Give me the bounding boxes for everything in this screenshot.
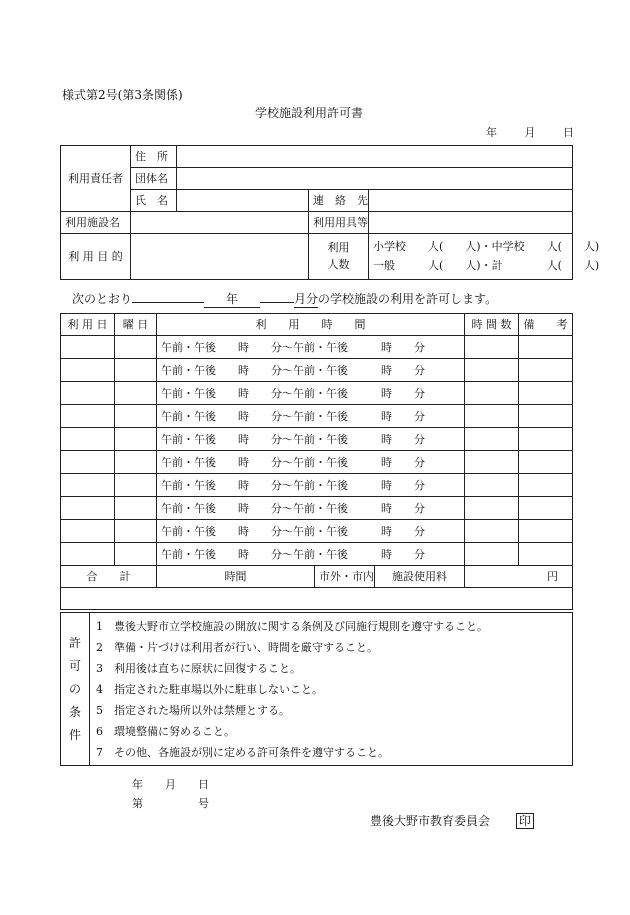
schedule-weekday-cell[interactable] [115, 428, 157, 451]
conditions-label [61, 613, 90, 766]
condition-item: 7 その他、各施設が別に定める許可条件を遵守すること。 [96, 745, 389, 759]
condition-item: 3 利用後は直ちに原状に回復すること。 [96, 661, 301, 675]
count-line-general: 一般 人( 人)・計 人( 人) [373, 258, 600, 272]
schedule-row [61, 520, 573, 543]
schedule-row [61, 543, 573, 566]
schedule-hours-cell[interactable] [465, 451, 519, 474]
schedule-date-cell[interactable] [61, 382, 115, 405]
contact-field[interactable] [369, 190, 573, 212]
schedule-table [60, 313, 573, 610]
schedule-date-cell[interactable] [61, 336, 115, 359]
purpose-label: 利 用 目 的 [61, 234, 131, 280]
schedule-weekday-cell[interactable] [115, 359, 157, 382]
name-field[interactable] [177, 190, 309, 212]
blank-row [61, 588, 573, 610]
schedule-date-cell[interactable] [61, 405, 115, 428]
schedule-weekday-cell[interactable] [115, 543, 157, 566]
permission-year-label: 年 [204, 290, 260, 308]
schedule-hours-cell[interactable] [465, 382, 519, 405]
schedule-date-cell[interactable] [61, 428, 115, 451]
schedule-row [61, 451, 573, 474]
equipment-field[interactable] [369, 212, 573, 234]
footer-date: 年 月 日 [132, 778, 209, 791]
total-hours: 時間 [157, 566, 315, 588]
contact-label: 連 絡 先 [309, 190, 369, 212]
condition-item: 6 環境整備に努めること。 [96, 724, 235, 738]
page-title: 学校施設利用許可書 [255, 106, 364, 120]
permission-suffix: の学校施設の利用を許可します。 [318, 292, 498, 306]
org-label: 団体名 [131, 168, 177, 190]
schedule-remarks-cell[interactable] [519, 382, 573, 405]
schedule-time-cell[interactable]: 午前・午後 時 分～午前・午後 時 分 [157, 474, 465, 497]
address-field[interactable] [177, 146, 573, 168]
footer-issuer [370, 812, 534, 829]
permission-month-blank[interactable] [260, 302, 294, 303]
schedule-time-cell[interactable]: 午前・午後 時 分～午前・午後 時 分 [157, 497, 465, 520]
fee-label: 施設使用料 [375, 566, 465, 588]
form-number: 様式第2号(第3条関係) [62, 88, 183, 102]
schedule-weekday-cell[interactable] [115, 451, 157, 474]
seal-mark: 印 [516, 813, 534, 829]
schedule-hours-cell[interactable] [465, 497, 519, 520]
header-remarks: 備 考 [519, 314, 573, 336]
conditions-list [90, 613, 573, 766]
condition-item: 2 準備・片づけは利用者が行い、時間を厳守すること。 [96, 640, 378, 654]
schedule-row [61, 497, 573, 520]
schedule-weekday-cell[interactable] [115, 474, 157, 497]
schedule-date-cell[interactable] [61, 474, 115, 497]
schedule-time-cell[interactable]: 午前・午後 時 分～午前・午後 時 分 [157, 428, 465, 451]
name-label: 氏 名 [131, 190, 177, 212]
schedule-remarks-cell[interactable] [519, 359, 573, 382]
equipment-label: 利用用具等 [309, 212, 369, 234]
schedule-date-cell[interactable] [61, 520, 115, 543]
condition-item: 5 指定された場所以外は禁煙とする。 [96, 703, 290, 717]
applicant-table [60, 145, 600, 280]
facility-label: 利用施設名 [61, 212, 131, 234]
schedule-time-cell[interactable]: 午前・午後 時 分～午前・午後 時 分 [157, 359, 465, 382]
schedule-date-cell[interactable] [61, 497, 115, 520]
schedule-time-cell[interactable]: 午前・午後 時 分～午前・午後 時 分 [157, 543, 465, 566]
schedule-time-cell[interactable]: 午前・午後 時 分～午前・午後 時 分 [157, 520, 465, 543]
schedule-weekday-cell[interactable] [115, 497, 157, 520]
count-label [309, 234, 369, 280]
fee-amount[interactable]: 円 [465, 566, 573, 588]
purpose-field[interactable] [131, 234, 309, 280]
schedule-row [61, 359, 573, 382]
address-label: 住 所 [131, 146, 177, 168]
conditions-label-char: 件 [68, 727, 81, 742]
schedule-hours-cell[interactable] [465, 405, 519, 428]
count-breakdown [369, 234, 600, 280]
conditions-label-char: の [68, 681, 81, 696]
count-label-line1: 利用 [327, 241, 350, 254]
schedule-date-cell[interactable] [61, 359, 115, 382]
schedule-time-cell[interactable]: 午前・午後 時 分～午前・午後 時 分 [157, 336, 465, 359]
condition-item: 4 指定された駐車場以外に駐車しないこと。 [96, 682, 323, 696]
condition-item: 1 豊後大野市立学校施設の開放に関する条例及び同施行規則を遵守すること。 [96, 619, 488, 633]
header-weekday: 曜 日 [115, 314, 157, 336]
schedule-date-cell[interactable] [61, 451, 115, 474]
count-label-line2: 人数 [327, 257, 350, 271]
header-time: 利 用 時 間 [157, 314, 465, 336]
date-month-label: 月 [524, 126, 536, 139]
schedule-remarks-cell[interactable] [519, 428, 573, 451]
conditions-label-char: 許 [68, 635, 81, 650]
applicant-group-label: 利用責任者 [61, 146, 131, 212]
count-line-students: 小学校 人( 人)・中学校 人( 人) [373, 239, 600, 253]
schedule-time-cell[interactable]: 午前・午後 時 分～午前・午後 時 分 [157, 405, 465, 428]
schedule-hours-cell[interactable] [465, 543, 519, 566]
footer-number: 第 号 [132, 797, 209, 810]
schedule-time-cell[interactable]: 午前・午後 時 分～午前・午後 時 分 [157, 451, 465, 474]
schedule-weekday-cell[interactable] [115, 382, 157, 405]
schedule-remarks-cell[interactable] [519, 451, 573, 474]
schedule-row [61, 405, 573, 428]
schedule-time-cell[interactable]: 午前・午後 時 分～午前・午後 時 分 [157, 382, 465, 405]
schedule-row [61, 382, 573, 405]
schedule-weekday-cell[interactable] [115, 336, 157, 359]
conditions-table [60, 612, 573, 766]
issue-date-header [486, 124, 574, 140]
schedule-hours-cell[interactable] [465, 474, 519, 497]
total-residency[interactable]: 市外・市内 [315, 566, 375, 588]
schedule-remarks-cell[interactable] [519, 474, 573, 497]
permission-sentence [72, 290, 497, 308]
schedule-hours-cell[interactable] [465, 359, 519, 382]
header-hours: 時 間 数 [465, 314, 519, 336]
schedule-row [61, 336, 573, 359]
permission-year-blank[interactable] [132, 302, 204, 303]
permission-prefix: 次のとおり [72, 292, 133, 306]
schedule-remarks-cell[interactable] [519, 405, 573, 428]
schedule-weekday-cell[interactable] [115, 405, 157, 428]
schedule-hours-cell[interactable] [465, 428, 519, 451]
schedule-remarks-cell[interactable] [519, 543, 573, 566]
schedule-remarks-cell[interactable] [519, 336, 573, 359]
date-year-label: 年 [486, 126, 497, 139]
schedule-hours-cell[interactable] [465, 520, 519, 543]
schedule-date-cell[interactable] [61, 543, 115, 566]
facility-field[interactable] [131, 212, 309, 234]
schedule-row [61, 428, 573, 451]
schedule-remarks-cell[interactable] [519, 520, 573, 543]
date-day-label: 日 [563, 126, 574, 139]
permission-month-label: 月分 [294, 292, 319, 306]
schedule-row [61, 474, 573, 497]
schedule-remarks-cell[interactable] [519, 497, 573, 520]
total-label: 合 計 [61, 566, 157, 588]
schedule-hours-cell[interactable] [465, 336, 519, 359]
schedule-weekday-cell[interactable] [115, 520, 157, 543]
org-field[interactable] [177, 168, 573, 190]
conditions-label-char: 条 [68, 704, 81, 719]
conditions-label-char: 可 [68, 658, 81, 673]
issuer-name: 豊後大野市教育委員会 [370, 814, 491, 828]
header-date: 利 用 日 [61, 314, 115, 336]
